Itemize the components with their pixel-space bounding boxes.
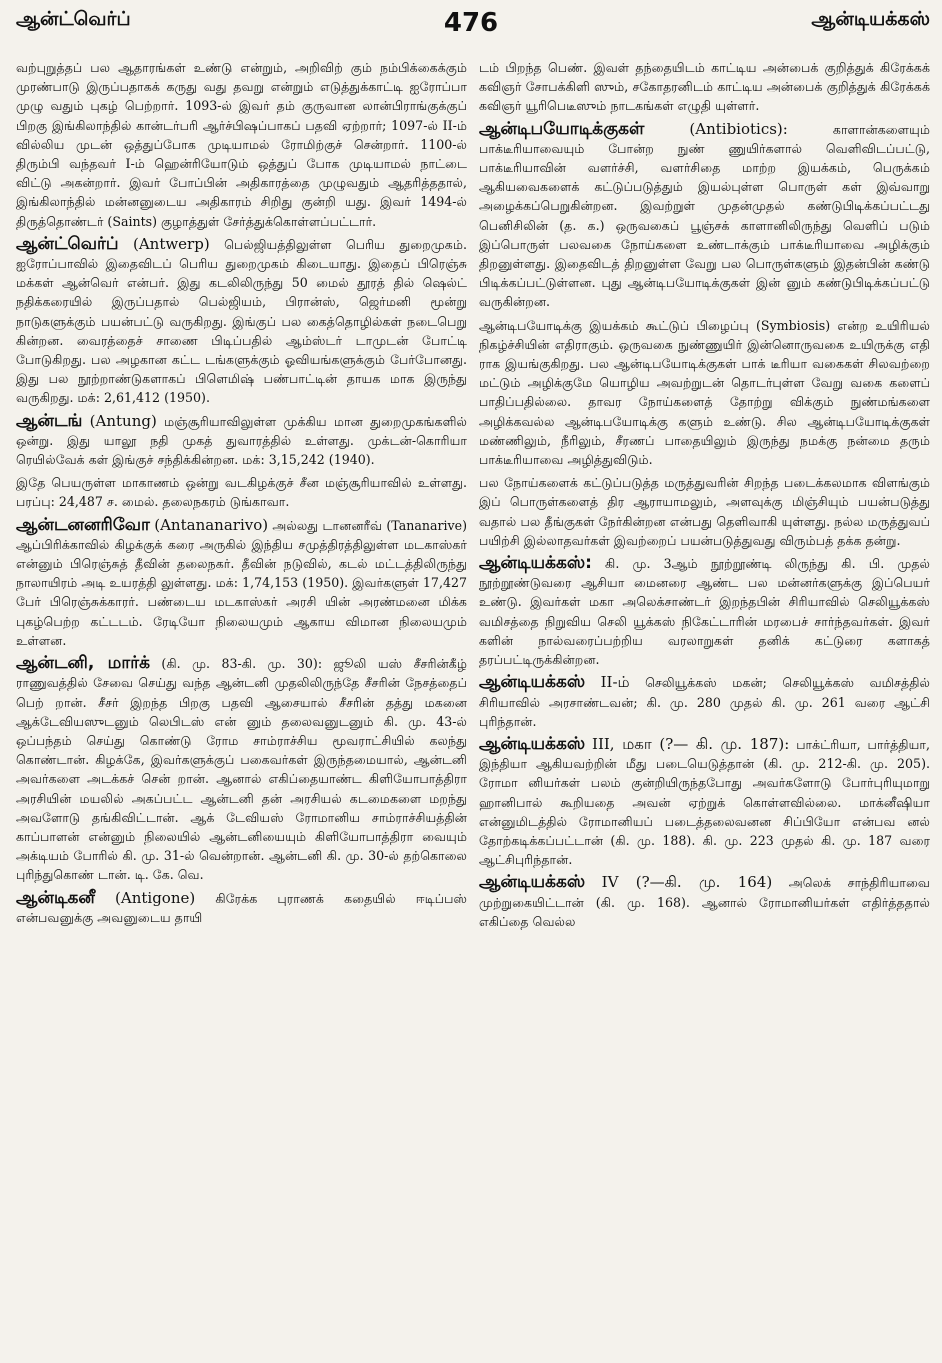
entry-title: ஆன்டியக்கஸ் (479, 733, 586, 754)
entry-antiochus-iii (479, 735, 930, 869)
entry-antibiotics (479, 120, 930, 312)
page-number: 476 (443, 8, 499, 38)
entry-body: பெல்ஜியத்திலுள்ள பெரிய துறைமுகம். ஐரோப்பாவில் இதைவிடப் பெரிய துறைமுகம் கிடையாது. இதைப் பிரெஞ்சு மக்கள் ஆன்வெர் என்பர். இது கடலிலிருந்து 50 மைல் தூரத் தில் ஷெல்ட் நதிக்கரையில் இருப்பதால் பெல்ஜியம், பிரான்ஸ், ஜெர்மனி மூன்று நாடுகளுக்கும் பயன்பட்டு வருகிறது. இங்குப் பல கைத்தொழில்கள் நடைபெறு கின்றன. வைரத்தைச் சாணை பிடிப்பதில் ஆம்ஸ்டர் டாமுடன் போட்டி போடுகிறது. பல அழகான கட்ட டங்களுக்கும் ஓவியங்களுக்கும் பேர்போனது. இது பல நூற்றாண்டுகளாகப் பிளெமிஷ் பண்பாட்டின் தாயக மாக இருந்து வருகிறது. மக்: 2,61,412 (1950). (16, 236, 467, 406)
entry-antwerp (16, 235, 467, 408)
entry-dates: (கி. மு. 83-கி. மு. 30): (161, 656, 323, 672)
entry-title: ஆன்டனனரிவோ (16, 514, 150, 535)
entry-regnal-number: II-ம் (600, 673, 630, 692)
entry-body: பாக்ட்ரியா, பார்த்தியா, இந்தியா ஆகியவற்றின் மீது படையெடுத்தான் (கி. மு. 212-கி. மு. 205). ரோமா னியர்கள் பலம் குன்றியிருந்தபோது அவர்களோடு போர்புரியுமாறு ஹானிபால் கூறியதை அவன் ஏற்றுக் கொள்ளவில்லை. மாக்னீஷியா என்னுமிடத்தில் ரோமானியப் படைத்தலைவனன சிப்பியோ என்பவ னல் தோற்கடிக்கப்பட்டான் (கி. மு. 188). கி. மு. 223 முதல் கி. மு. 187 வரை ஆட்சிபுரிந்தான். (479, 736, 930, 868)
entry-title-english: (Antigone) (115, 888, 196, 907)
entry-antibiotics-para3: பல நோய்களைக் கட்டுப்படுத்த மருத்துவரின் சிறந்த படைக்கலமாக விளங்கும் இப் பொருள்களைத் திர ஆராயாமலும், அளவுக்கு மிஞ்சியும் பயன்படுத்து வதால் பல தீங்குகள் நேர்கின்றன என்பது தெளிவாகி யுள்ளது. நல்ல மருத்துவப் பயிற்சி இல்லாதவர்கள் இவற்றைப் பயன்படுத்துவது விரும்பத் தக்க தன்று. (479, 475, 930, 548)
entry-title: ஆன்டனி, மார்க் (16, 653, 150, 674)
left-column (16, 58, 467, 1358)
entry-title-english: (Antananarivo) (154, 515, 269, 534)
entry-title: ஆன்டங் (16, 410, 83, 431)
entry-body: அல்லது டானனரீவ் (Tananarive) ஆப்பிரிக்காவில் கிழக்குக் கரை அருகில் இந்திய சமுத்திரத்திலுள்ள மடகாஸ்கர் என்னும் பிரெஞ்சுத் தீவின் தலைநகர். தீவின் நடுவில், கடல் மட்டத்திலிருந்து நாலாயிரம் அடி உயரத்தி லுள்ளது. மக்: 1,74,153 (1950). இவர்களுள் 17,427 பேர் பிரெஞ்சுக்காரர். பண்டைய மடகாஸ்கர் அரசி யின் அரண்மனை மிக்க புகழ்பெற்ற கட்டடம். ரேடியோ நிலையமும் ஆகாய விமான நிலையமும் உள்ளன. (16, 517, 467, 648)
right-column (479, 58, 930, 1358)
entry-title: ஆன்டிபயோடிக்குகள் (479, 118, 645, 139)
entry-body: கிரேக்க புராணக் கதையில் ஈடிப்பஸ் என்பவனுக்கு அவனுடைய தாயி (16, 890, 467, 925)
entry-antigone (16, 889, 467, 927)
entry-antony (16, 654, 467, 884)
header-left-guideword: ஆன்ட்வெர்ப் (16, 8, 131, 30)
entry-regnal-number: III, மகா (?— கி. மு. 187): (592, 734, 790, 753)
entry-antiochus (479, 554, 930, 669)
text-columns (16, 58, 930, 1358)
entry-antibiotics-para2: ஆன்டிபயோடிக்கு இயக்கம் கூட்டுப் பிழைப்பு (Symbiosis) என்ற உயிரியல் நிகழ்ச்சியின் எதிராகும். ஒருவகை நுண்ணுயிர் இன்னொருவகை உயிருக்கு எதி ராக இயங்குகிறது. பல ஆன்டிபயோடிக்குகள் பாக் டீரியா வகைகள் சிலவற்றை மட்டும் அழிக்குமே யொழிய அவற்றுடன் தொடர்புள்ள வேறு வகை களைப் பாதிப்பதில்லை. தாவர நோய்களைத் தோற்று விக்கும் நுண்மங்களை அழிக்கவல்ல ஆன்டிபயோடிக்கு களும் உண்டு. சில ஆன்டிபயோடிக்குகள் மண்ணிலும், நீரிலும், சீரணப் பாதையிலும் இருந்து நமக்கு நன்மை தரும் பாக்டீரியாவை அழித்துவிடும். (479, 317, 930, 468)
entry-body: ஜூலி யஸ் சீசரின்கீழ் ராணுவத்தில் சேவை செய்து வந்த ஆன்டனி முதலிலிருந்தே சீசரின் நேசத்தைப் பெற் றான். சீசர் இறந்த பிறகு பதவி ஆசையால் சீசரின் தத்து மகனை ஆக்டேவியஸுடனும் லெபிடஸ் என் னும் தலைவனுடனும் கி. மு. 43-ல் ஒப்பந்தம் செய்து கொண்டு ரோம சாம்ராச்சிய மூவராட்சியில் கலந்து கொண்டான். கிழக்கே, இவர்களுக்குப் பகைவர்கள் இருந்தமையால், ஆன்டனி அவர்களை அடக்கச் சென் றான். ஆனால் எகிப்தையாண்ட கிளியோபாத்திரா அரசியின் மயலில் அகப்பட்ட ஆன்டனி தன் அரசியல் கடமைகளை மறந்து அவளோடு தங்கிவிட்டான். ஆக் டேவியஸ் ரோமானிய சாம்ராச்சியத்தின் காப்பாளன் என்னும் நிலையில் ஆன்டனியையும் கிளியோபாத்திரா வையும் அக்டியம் போரில் கி. மு. 31-ல் வென்றான். ஆன்டனி கி. மு. 30-ல் தற்கொலை புரிந்துகொண் டான். டி. கே. வெ. (16, 656, 467, 883)
entry-antiochus-ii (479, 673, 930, 731)
entry-body: அலெக் சாந்திரியாவை முற்றுகையிட்டான் (கி. மு. 168). ஆனால் ரோமானியர்கள் எதிர்த்ததால் எகிப்தை வெல்ல (479, 875, 930, 929)
entry-regnal-number: IV (?—கி. மு. 164) (601, 873, 773, 892)
entry-body: காளான்களையும் பாக்டீரியாவையும் போன்ற நுண் ணுயிர்களால் வெளிவிடப்பட்டு, பாக்டீரியாவின் வளர்ச்சி, வளர்சிதை மாற்ற இயக்கம், பெருக்கம் ஆகியவைகளைக் கட்டுப்படுத்தும் இயல்புள்ள பொருள் கள் இவ்வாறு அழைக்கப்பெறுகின்றன. இவற்றுள் முதன்முதல் கண்டுபிடிக்கப்பட்டது பெனிசிலின் (த. க.) ஒருவகைப் பூஞ்சக் காளானிலிருந்து வெளிப் படும் இப்பொருள் பலவகை நோய்களை உண்டாக்கும் பாக்டீரியாவை அழிக்கும் திறனுள்ளது. இதைவிடத் திறனுள்ள வேறு பல பொருள்களும் இதன்பின் கண்டு பிடிக்கப்பட்டுள்ளன. புது ஆன்டிபயோடிக்குகள் இன் னும் கண்டுபிடிக்கப்பட்டு வருகின்றன. (479, 121, 930, 310)
entry-antiochus-iv (479, 873, 930, 931)
entry-title-english: (Antwerp) (132, 234, 210, 253)
entry-title: ஆன்டிகனீ (16, 887, 95, 908)
entry-title-english: (Antibiotics): (689, 119, 788, 138)
entry-title-english: (Antung) (89, 411, 157, 430)
entry-body: மஞ்சூரியாவிலுள்ள முக்கிய மான துறைமுகங்களில் ஒன்று. இது யாலூ நதி முகத் துவாரத்தில் உள்ளது. முக்டன்-கொரியா ரெயில்வேக் கள் இங்குச் சந்திக்கின்றன. மக்: 3,15,242 (1940). (16, 413, 467, 468)
entry-antung (16, 412, 467, 470)
header-right-guideword: ஆன்டியக்கஸ் (811, 8, 930, 30)
page-header (16, 8, 930, 58)
entry-antananarivo (16, 516, 467, 650)
entry-title: ஆன்டியக்கஸ் (479, 872, 586, 893)
entry-body: செலியூக்கஸ் மகன்; செலியூக்கஸ் வமிசத்தில் சிரியாவில் அரசாண்டவன்; கி. மு. 280 முதல் கி. மு. 261 வரை ஆட்சி புரிந்தான். (479, 675, 930, 729)
entry-antung-continued: இதே பெயருள்ள மாகாணம் ஒன்று வடகிழக்குச் சீன மஞ்சூரியாவில் உள்ளது. பரப்பு: 24,487 ச. மைல். தலைநகரம் டுங்காவா. (16, 475, 467, 510)
entry-title: ஆன்ட்வெர்ப் (16, 233, 119, 254)
continued-paragraph: வற்புறுத்தப் பல ஆதாரங்கள் உண்டு என்றும், அறிவிற் கும் நம்பிக்கைக்கும் முரண்பாடு இருப்பதாகக் கருது வது தவறு என்றும் எடுத்துக்காட்டி ஐரோப்பா முழு வதும் புகழ் பெற்றார். 1093-ல் இவர் தம் குருவான லான்பிராங்குக்குப் பிறகு இங்கிலாந்தில் கான்டர்பரி ஆர்ச்பிஷப்பாகப் பதவி ஏற்றார்; 1097-ல் II-ம் வில்லிய முடன் ஒத்துப்போக முடியாமல் ரோமிற்குச் சென்றார். 1100-ல் திரும்பி வந்தவர் I-ம் ஹென்ரியோடும் ஒத்துப் போக முடியாமல் நாட்டை விட்டு அகன்றார். இவர் போப்பின் அதிகாரத்தை முழுவதும் ஆதரித்ததால், இங்கிலாந்தில் மன்னனுடைய அதிகாரம் சிறிது குன்றி யது. இவர் 1494-ல் திருத்தொண்டர் (Saints) குழாத்துள் சேர்த்துக்கொள்ளப்பட்டார். (16, 60, 467, 229)
entry-title: ஆன்டியக்கஸ் (479, 672, 586, 693)
continued-paragraph: டம் பிறந்த பெண். இவள் தந்தையிடம் காட்டிய அன்பைக் குறித்துக் கிரேக்கக் கவிஞர் சோபக்கிளி ஸும், சகோதரனிடம் காட்டிய அன்பைக் குறித்துக் கிரேக்கக் கவிஞர் யூரிபெடீஸும் நாடகங்கள் எழுதி யுள்ளர். (479, 60, 930, 114)
entry-body: கி. மு. 3ஆம் நூற்றூண்டி லிருந்து கி. பி. முதல் நூற்றூண்டுவரை ஆசியா மைனரை ஆண்ட பல மன்னர்களுக்கு இப்பெயர் உண்டு. இவர்கள் மகா அலெக்சாண்டர் இறந்தபின் சிரியாவில் செலியூக்கஸ் வமிசத்தை நிறுவிய செலி யூக்கஸ் நிகேட்டாரின் மரபைச் சார்ந்தவர்கள். இவர் களின் நால்வரைப்பற்றிய வரலாறுகள் தனிக் கட்டுரை களாகத் தரப்பட்டிருக்கின்றன. (479, 556, 930, 668)
entry-title: ஆன்டியக்கஸ்: (479, 553, 592, 574)
